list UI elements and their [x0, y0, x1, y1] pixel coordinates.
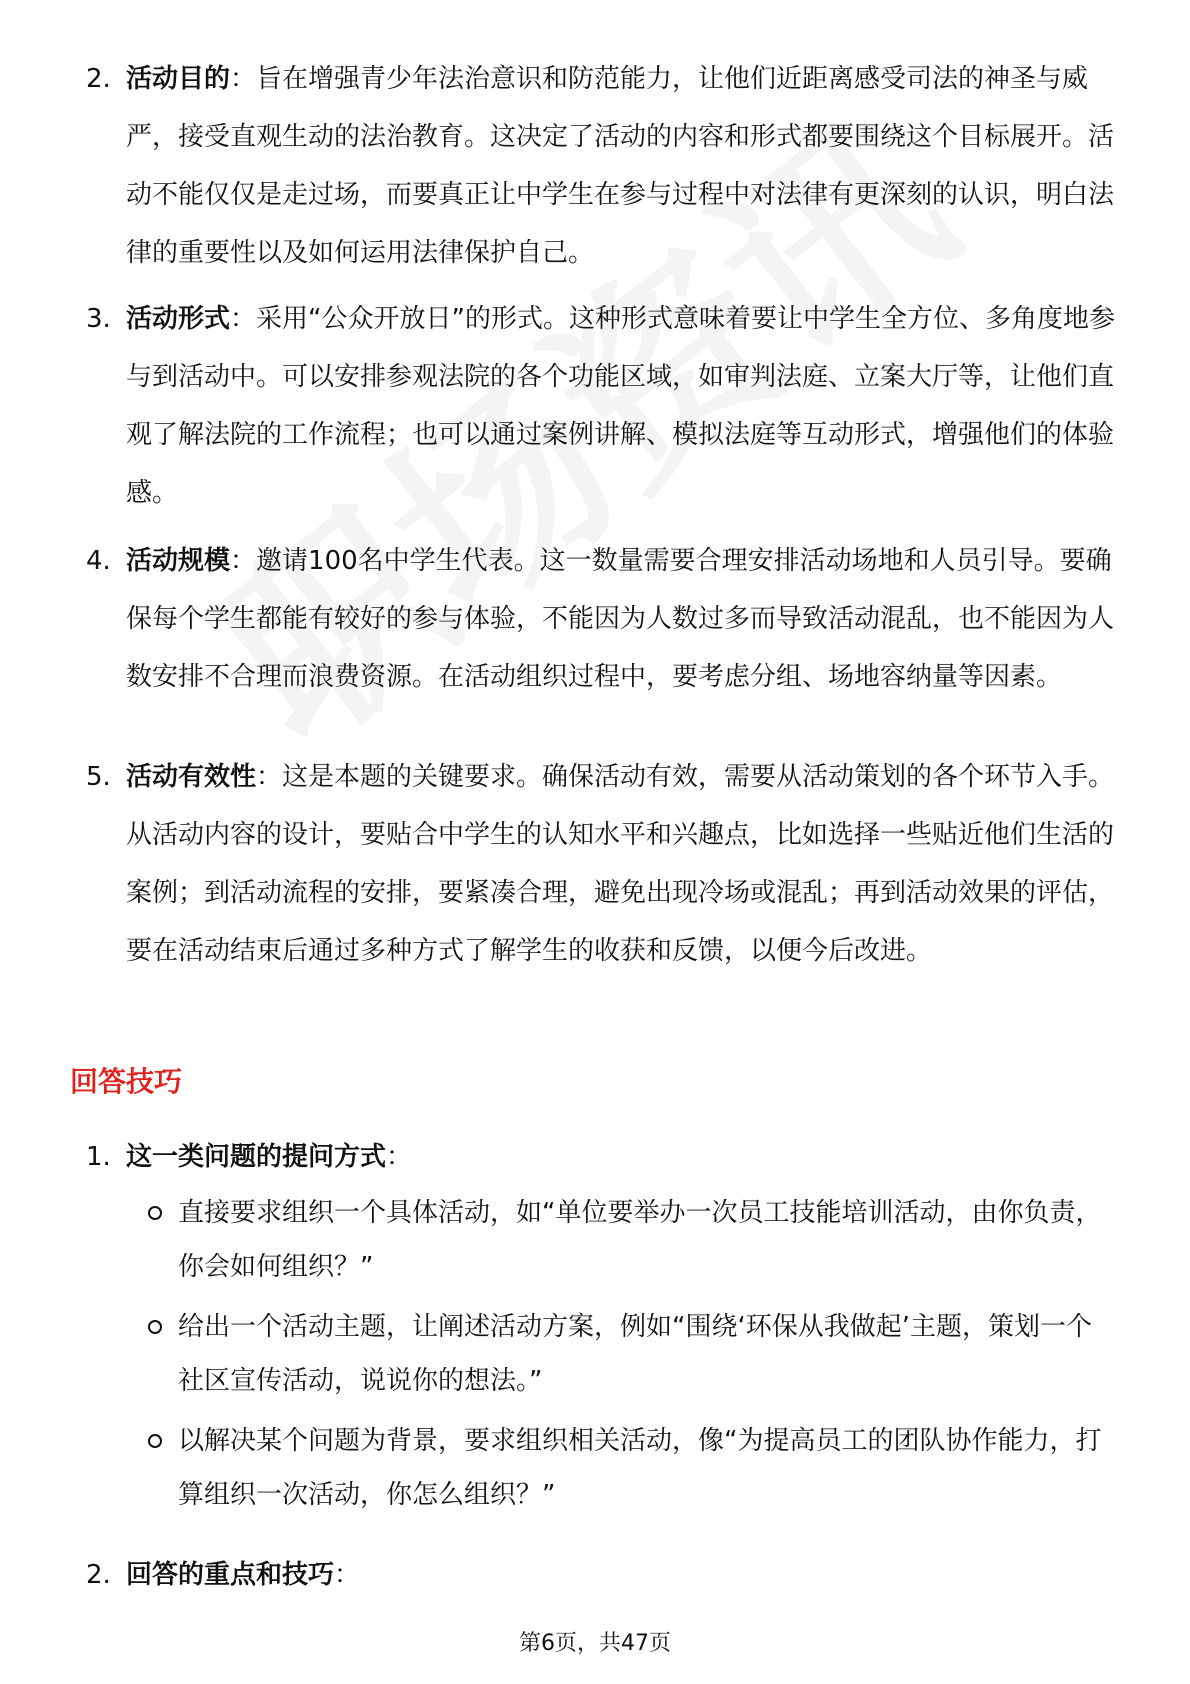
sub-item	[146, 1300, 1116, 1408]
list-item-5	[86, 748, 1116, 980]
page-footer: 第6页，共47页	[519, 1631, 671, 1656]
list-item-4	[86, 532, 1116, 706]
item-number: 4.	[86, 546, 111, 576]
item-title: 活动规模	[126, 546, 231, 576]
item-number: 3.	[86, 304, 111, 334]
item-sep: ：	[256, 762, 283, 792]
item-number: 2.	[86, 1560, 111, 1590]
sub-item	[146, 1414, 1116, 1522]
bullet-icon	[148, 1434, 162, 1448]
item-number: 2.	[86, 64, 111, 94]
item-text: 采用“公众开放日”的形式。这种形式意味着要让中学生全方位、多角度地参与到活动中。可以安排参观法院的各个功能区域，如审判法庭、立案大厅等，让他们直观了解法院的工作流程；也可以通过案例讲解、模拟法庭等互动形式，增强他们的体验感。	[126, 304, 1115, 508]
bullet-icon	[148, 1320, 162, 1334]
sub-item-text: 直接要求组织一个具体活动，如“单位要举办一次员工技能培训活动，由你负责，你会如何组织？”	[178, 1198, 1102, 1282]
tips-item-2	[86, 1546, 1116, 1604]
item-sep: ：	[386, 1142, 413, 1172]
item-text: 旨在增强青少年法治意识和防范能力，让他们近距离感受司法的神圣与威严，接受直观生动的法治教育。这决定了活动的内容和形式都要围绕这个目标展开。活动不能仅仅是走过场，而要真正让中学生在参与过程中对法律有更深刻的认识，明白法律的重要性以及如何运用法律保护自己。	[126, 64, 1115, 268]
sub-item-text: 给出一个活动主题，让阐述活动方案，例如“围绕‘环保从我做起’主题，策划一个社区宣传活动，说说你的想法。”	[178, 1312, 1092, 1396]
sub-item	[146, 1186, 1116, 1294]
item-title: 活动形式	[126, 304, 231, 334]
item-text: 这是本题的关键要求。确保活动有效，需要从活动策划的各个环节入手。从活动内容的设计，要贴合中学生的认知水平和兴趣点，比如选择一些贴近他们生活的案例；到活动流程的安排，要紧凑合理，避免出现冷场或混乱；再到活动效果的评估，要在活动结束后通过多种方式了解学生的收获和反馈，以便今后改进。	[126, 762, 1115, 966]
list-item-3	[86, 290, 1116, 522]
tips-item-1	[86, 1128, 1116, 1186]
item-title: 回答的重点和技巧	[126, 1560, 335, 1590]
section-title: 回答技巧	[70, 1065, 183, 1098]
list-item-2	[86, 50, 1116, 282]
tips-sub-list	[146, 1186, 1116, 1528]
item-number: 1.	[86, 1142, 111, 1172]
item-sep: ：	[230, 304, 257, 334]
bullet-icon	[148, 1206, 162, 1220]
item-number: 5.	[86, 762, 111, 792]
item-sep: ：	[230, 546, 257, 576]
item-title: 活动目的	[126, 64, 231, 94]
item-sep: ：	[230, 64, 257, 94]
item-sep: ：	[334, 1560, 361, 1590]
sub-item-text: 以解决某个问题为背景，要求组织相关活动，像“为提高员工的团队协作能力，打算组织一次活动，你怎么组织？”	[178, 1426, 1102, 1510]
item-title: 这一类问题的提问方式	[126, 1142, 387, 1172]
item-text: 邀请100名中学生代表。这一数量需要合理安排活动场地和人员引导。要确保每个学生都能有较好的参与体验，不能因为人数过多而导致活动混乱，也不能因为人数安排不合理而浪费资源。在活动组织过程中，要考虑分组、场地容纳量等因素。	[126, 546, 1115, 692]
item-title: 活动有效性	[126, 762, 257, 792]
